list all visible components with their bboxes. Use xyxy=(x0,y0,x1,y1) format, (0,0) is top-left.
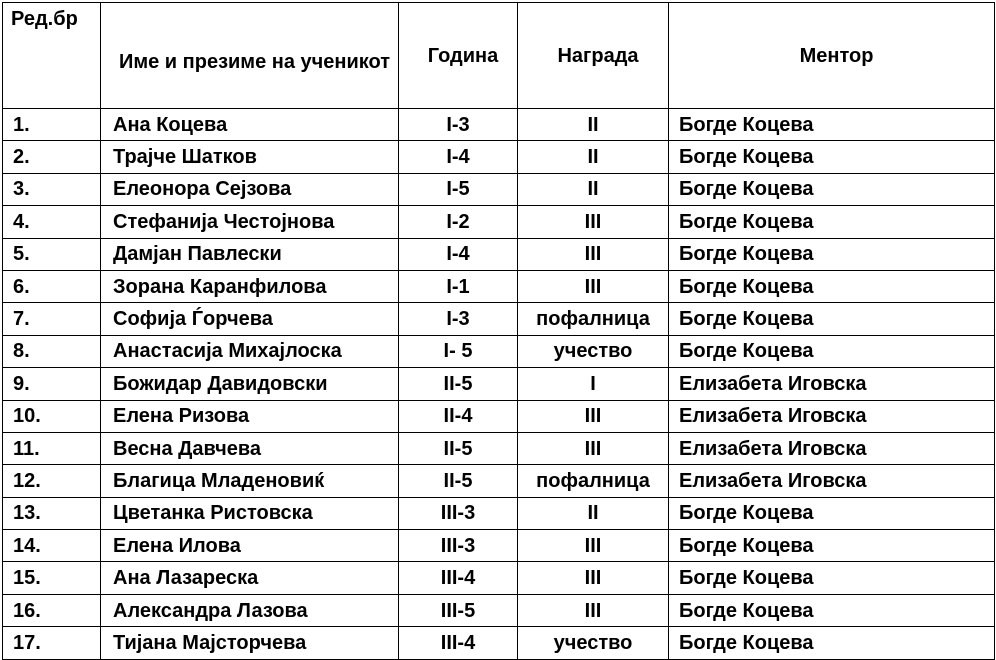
header-number: Ред.бр xyxy=(3,3,101,109)
cell-number: 13. xyxy=(3,497,101,529)
cell-mentor: Елизабета Иговска xyxy=(669,368,995,400)
cell-year: I-1 xyxy=(399,270,518,302)
cell-number: 9. xyxy=(3,368,101,400)
table-row xyxy=(3,238,995,270)
table-row xyxy=(3,141,995,173)
table-row xyxy=(3,303,995,335)
cell-award: II xyxy=(518,109,669,141)
cell-number: 11. xyxy=(3,432,101,464)
cell-student-name: Софија Ѓорчева xyxy=(101,303,399,335)
cell-year: I-3 xyxy=(399,109,518,141)
cell-student-name: Ана Лазареска xyxy=(101,562,399,594)
cell-award: III xyxy=(518,594,669,626)
cell-student-name: Трајче Шатков xyxy=(101,141,399,173)
cell-year: I-2 xyxy=(399,206,518,238)
cell-mentor: Богде Коцева xyxy=(669,627,995,659)
cell-mentor: Богде Коцева xyxy=(669,109,995,141)
cell-year: I-4 xyxy=(399,238,518,270)
cell-award: III xyxy=(518,206,669,238)
cell-mentor: Богде Коцева xyxy=(669,594,995,626)
cell-number: 5. xyxy=(3,238,101,270)
cell-mentor: Богде Коцева xyxy=(669,497,995,529)
cell-number: 4. xyxy=(3,206,101,238)
table-row xyxy=(3,335,995,367)
header-mentor: Ментор xyxy=(669,3,995,109)
cell-number: 3. xyxy=(3,173,101,205)
cell-student-name: Елена Илова xyxy=(101,530,399,562)
cell-year: III-3 xyxy=(399,530,518,562)
header-row xyxy=(3,3,995,109)
table-row xyxy=(3,627,995,659)
table-row xyxy=(3,465,995,497)
table-row xyxy=(3,270,995,302)
cell-number: 17. xyxy=(3,627,101,659)
cell-mentor: Богде Коцева xyxy=(669,530,995,562)
cell-year: I-5 xyxy=(399,173,518,205)
cell-year: III-5 xyxy=(399,594,518,626)
cell-year: III-3 xyxy=(399,497,518,529)
cell-year: I-4 xyxy=(399,141,518,173)
header-year: Година xyxy=(399,3,518,109)
table-row xyxy=(3,530,995,562)
cell-student-name: Дамјан Павлески xyxy=(101,238,399,270)
cell-mentor: Елизабета Иговска xyxy=(669,432,995,464)
table-row xyxy=(3,206,995,238)
cell-number: 16. xyxy=(3,594,101,626)
header-student-name: Име и презиме на ученикот xyxy=(101,3,399,109)
cell-student-name: Александра Лазова xyxy=(101,594,399,626)
table-row xyxy=(3,562,995,594)
cell-year: II-5 xyxy=(399,368,518,400)
table-body xyxy=(3,109,995,660)
cell-number: 2. xyxy=(3,141,101,173)
cell-mentor: Богде Коцева xyxy=(669,270,995,302)
cell-mentor: Богде Коцева xyxy=(669,173,995,205)
cell-award: III xyxy=(518,530,669,562)
cell-student-name: Божидар Давидовски xyxy=(101,368,399,400)
cell-award: III xyxy=(518,562,669,594)
cell-award: учество xyxy=(518,335,669,367)
header-award: Награда xyxy=(518,3,669,109)
cell-number: 10. xyxy=(3,400,101,432)
cell-number: 14. xyxy=(3,530,101,562)
cell-student-name: Елена Ризова xyxy=(101,400,399,432)
table-row xyxy=(3,109,995,141)
cell-number: 15. xyxy=(3,562,101,594)
cell-year: I- 5 xyxy=(399,335,518,367)
cell-student-name: Ана Коцева xyxy=(101,109,399,141)
cell-student-name: Благица Младеновиќ xyxy=(101,465,399,497)
table-row xyxy=(3,432,995,464)
table-row xyxy=(3,497,995,529)
cell-year: III-4 xyxy=(399,627,518,659)
cell-year: III-4 xyxy=(399,562,518,594)
cell-number: 8. xyxy=(3,335,101,367)
cell-student-name: Цветанка Ристовска xyxy=(101,497,399,529)
awards-table xyxy=(2,2,995,660)
table-row xyxy=(3,173,995,205)
cell-student-name: Зорана Каранфилова xyxy=(101,270,399,302)
cell-number: 12. xyxy=(3,465,101,497)
cell-year: II-5 xyxy=(399,432,518,464)
cell-mentor: Елизабета Иговска xyxy=(669,465,995,497)
cell-mentor: Богде Коцева xyxy=(669,562,995,594)
cell-award: II xyxy=(518,497,669,529)
cell-mentor: Богде Коцева xyxy=(669,238,995,270)
cell-award: III xyxy=(518,238,669,270)
cell-student-name: Тијана Мајсторчева xyxy=(101,627,399,659)
cell-mentor: Елизабета Иговска xyxy=(669,400,995,432)
cell-student-name: Стефанија Честојнова xyxy=(101,206,399,238)
cell-mentor: Богде Коцева xyxy=(669,206,995,238)
cell-year: II-5 xyxy=(399,465,518,497)
cell-year: II-4 xyxy=(399,400,518,432)
cell-year: I-3 xyxy=(399,303,518,335)
cell-award: III xyxy=(518,432,669,464)
cell-award: пофалница xyxy=(518,303,669,335)
cell-number: 7. xyxy=(3,303,101,335)
table-row xyxy=(3,368,995,400)
cell-mentor: Богде Коцева xyxy=(669,141,995,173)
table-row xyxy=(3,594,995,626)
cell-award: учество xyxy=(518,627,669,659)
cell-mentor: Богде Коцева xyxy=(669,335,995,367)
cell-award: III xyxy=(518,400,669,432)
cell-student-name: Весна Давчева xyxy=(101,432,399,464)
table-row xyxy=(3,400,995,432)
table-header xyxy=(3,3,995,109)
cell-award: пофалница xyxy=(518,465,669,497)
cell-student-name: Елеонора Сејзова xyxy=(101,173,399,205)
cell-number: 1. xyxy=(3,109,101,141)
cell-award: I xyxy=(518,368,669,400)
cell-mentor: Богде Коцева xyxy=(669,303,995,335)
cell-award: II xyxy=(518,173,669,205)
cell-student-name: Анастасија Михајлоска xyxy=(101,335,399,367)
cell-award: III xyxy=(518,270,669,302)
cell-number: 6. xyxy=(3,270,101,302)
cell-award: II xyxy=(518,141,669,173)
